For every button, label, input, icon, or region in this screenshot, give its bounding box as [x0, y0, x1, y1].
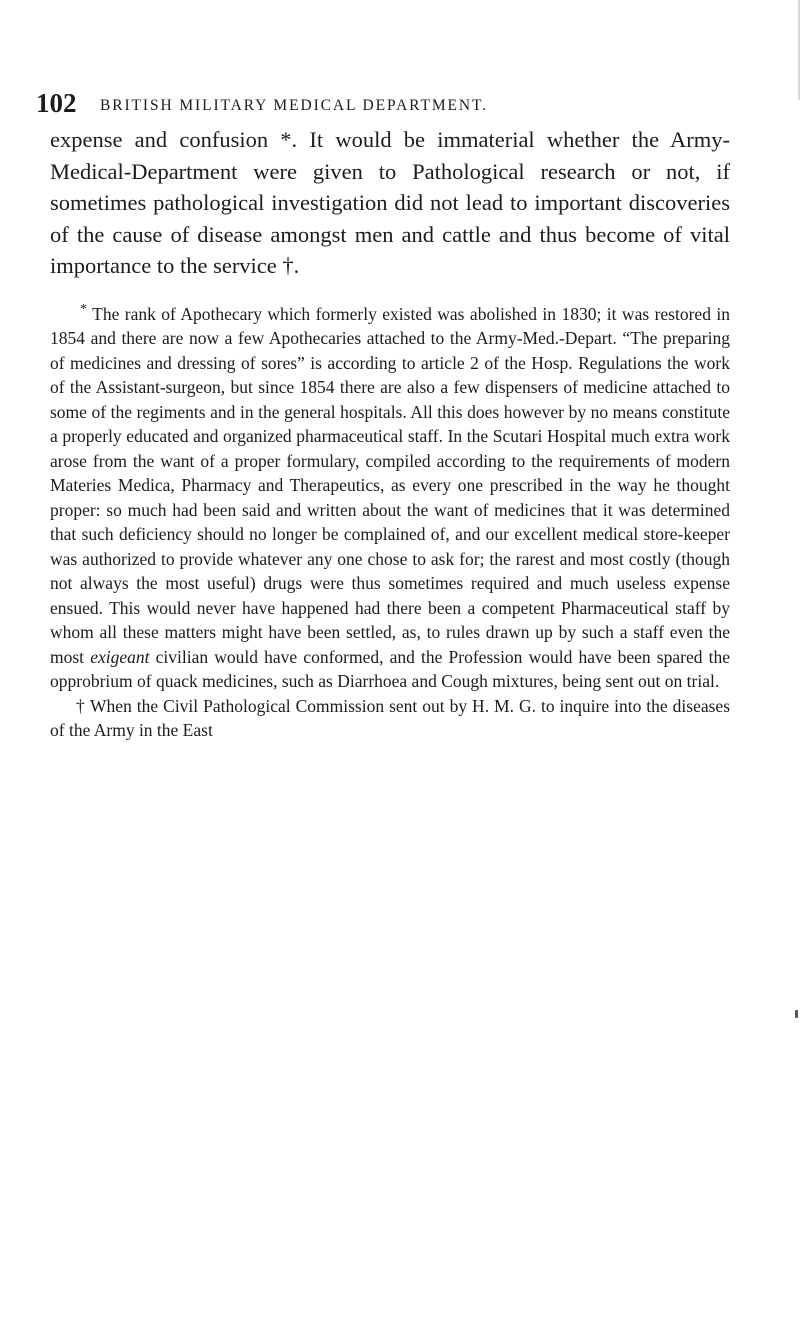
footnote-commission [50, 694, 730, 743]
footnote-italic-word: exigeant [90, 646, 150, 667]
page-edge-mark [795, 1010, 798, 1018]
footnote-text-continued: civilian would have conformed, and the Profession would have been spared the opprobrium of quack medicines, such as Diarrhoea and Cough mixtures, being sent out on trial. [50, 646, 730, 691]
running-head [36, 88, 730, 122]
footnote-marker: † [76, 695, 86, 716]
running-title: BRITISH MILITARY MEDICAL DEPARTMENT. [100, 97, 488, 114]
footnote-marker: * [80, 301, 87, 317]
main-paragraph: expense and confusion *. It would be immaterial whether the Army-Medical-Department were given to Pathological research or not, if sometimes pathological investigation did not lead to important discoveries of the cause of disease amongst men and cattle and thus become of vital importance to the service †. [50, 127, 730, 278]
book-page [36, 88, 731, 743]
footnote-text: The rank of Apothecary which formerly existed was abolished in 1830; it was restored in 1854 and there are now a few Apothecaries attached to the Army-Med.-Depart. “The preparing of medicines and dressing of sores” is according to article 2 of the Hosp. Regulations the work of the Assistant-surgeon, but since 1854 there are also a few dispensers of medicine attached to some of the regiments and in the general hospitals. All this does however by no means constitute a properly educated and organized pharmaceutical staff. In the Scutari Hospital much extra work arose from the want of a proper formulary, compiled according to the requirements of modern Materies Medica, Pharmacy and Therapeutics, as every one prescribed in the way he thought proper: so much had been said and written about the want of medicines that it was determined that such deficiency should no longer be complained of, and our excellent medical store-keeper was authorized to provide whatever any one chose to ask for; the rarest and most costly (though not always the most useful) drugs were thus sometimes required and much useless expense ensued. This would never have happened had there been a competent Pharmaceutical staff by whom all these matters might have been settled, as, to rules drawn up by such a staff even the most [50, 303, 730, 667]
page-number: 102 [36, 88, 77, 118]
footnote-text: When the Civil Pathological Commission sent out by H. M. G. to inquire into the diseases of the Army in the East [50, 695, 731, 740]
footnote-apothecary [50, 302, 730, 694]
